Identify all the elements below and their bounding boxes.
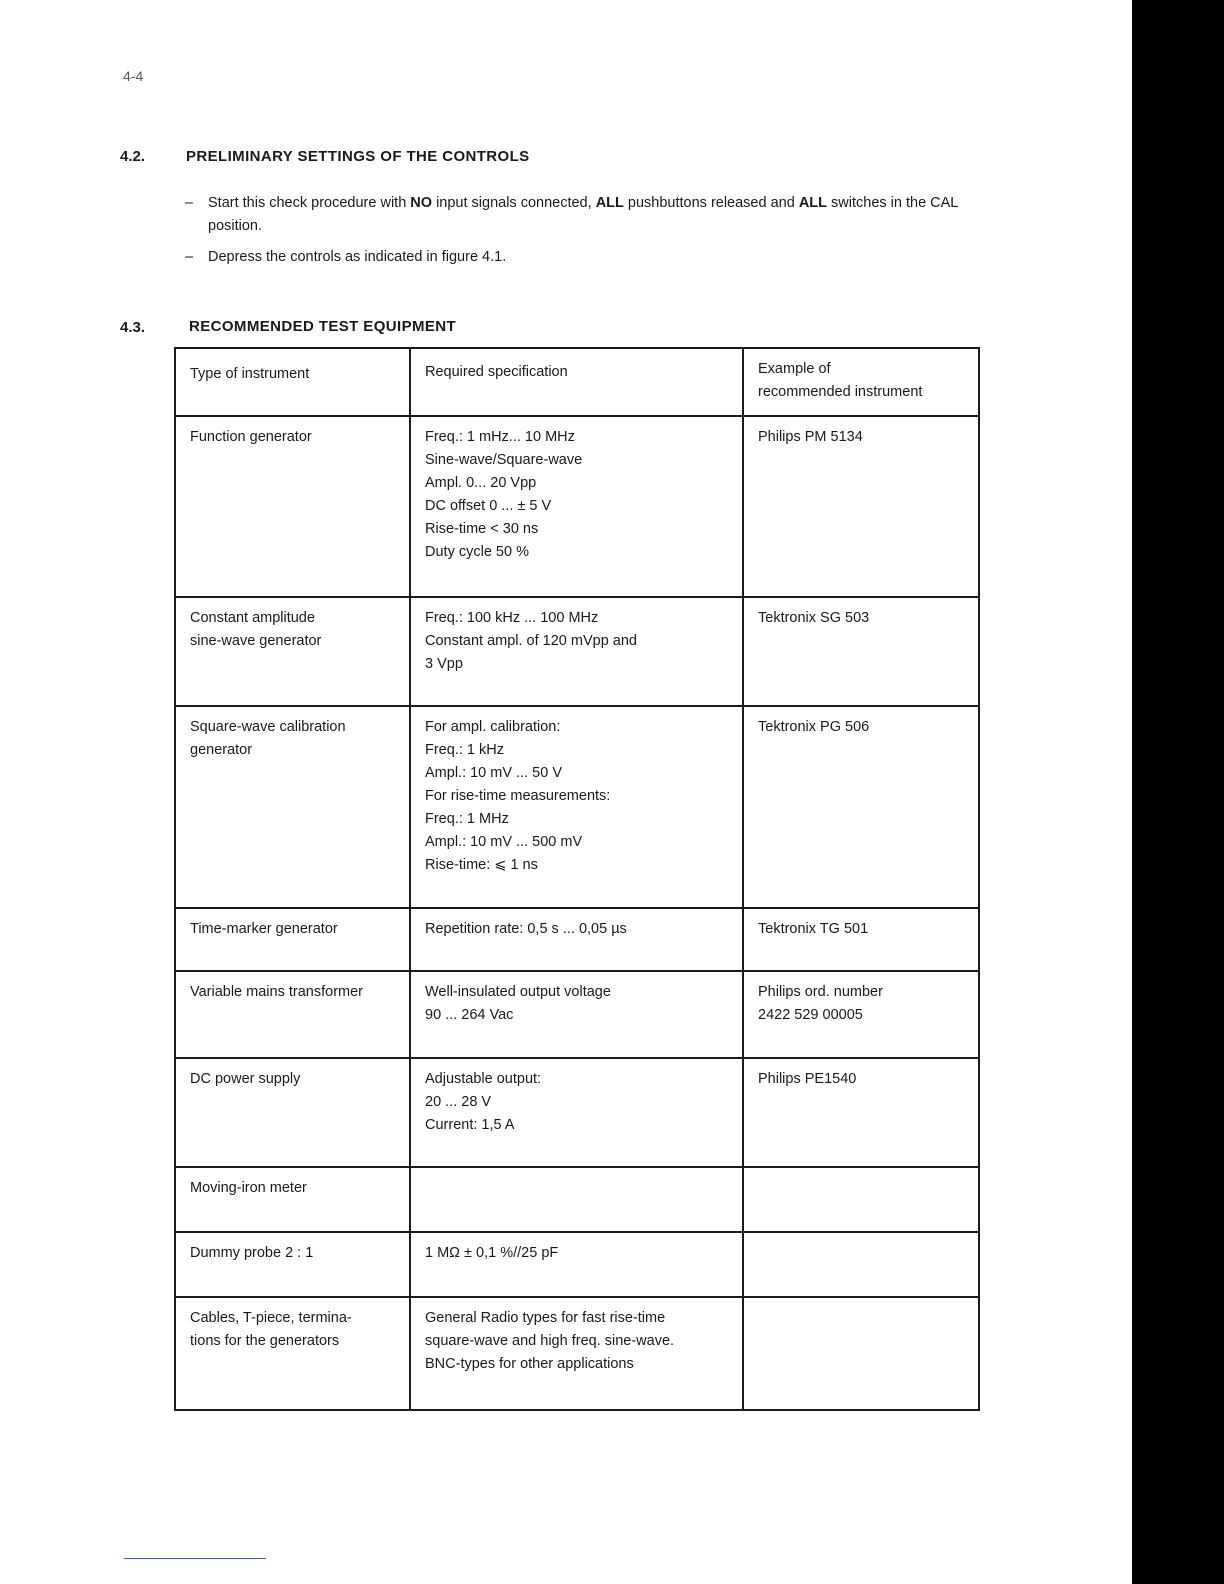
- header-example: [743, 348, 979, 416]
- cell-instrument-type-text: [190, 426, 395, 449]
- cell-example-instrument: [743, 1058, 979, 1167]
- table-header-row: [175, 348, 979, 416]
- header-example-label: [758, 358, 964, 404]
- table-row: [175, 706, 979, 908]
- cell-example-instrument: [743, 908, 979, 971]
- cell-line: Ampl. 0... 20 Vpp: [425, 475, 537, 491]
- cell-line: 1 MΩ ± 0,1 %//25 pF: [425, 1245, 559, 1261]
- scan-edge-strip: [1132, 0, 1224, 1584]
- section-number-4-2: 4.2.: [120, 148, 146, 165]
- cell-line: Time-marker generator: [190, 921, 338, 937]
- table-row: [175, 597, 979, 706]
- section-number-4-3: 4.3.: [120, 319, 146, 336]
- cell-example-instrument: [743, 1232, 979, 1297]
- cell-instrument-type: [175, 1167, 410, 1232]
- cell-line: Cables, T-piece, termina-: [190, 1310, 352, 1326]
- cell-instrument-type: [175, 1058, 410, 1167]
- cell-line: Dummy probe 2 : 1: [190, 1245, 314, 1261]
- cell-example-instrument: [743, 597, 979, 706]
- cell-line: Constant ampl. of 120 mVpp and: [425, 633, 637, 649]
- cell-line: Tektronix SG 503: [758, 610, 870, 626]
- cell-line: 90 ... 264 Vac: [425, 1007, 514, 1023]
- cell-line: Sine-wave/Square-wave: [425, 452, 583, 468]
- cell-line: Repetition rate: 0,5 s ... 0,05 µs: [425, 921, 627, 937]
- header-spec-label: Required specification: [425, 364, 568, 380]
- instruction-text: switches in the CAL position.: [208, 195, 958, 234]
- cell-line: Current: 1,5 A: [425, 1117, 515, 1133]
- cell-specification-text: [425, 716, 728, 877]
- cell-example-instrument: [743, 1297, 979, 1410]
- page-number: 4-4: [123, 68, 144, 84]
- cell-line: Freq.: 1 kHz: [425, 742, 504, 758]
- cell-line: Duty cycle 50 %: [425, 544, 529, 560]
- cell-specification: [410, 971, 743, 1058]
- cell-line: sine-wave generator: [190, 633, 322, 649]
- instruction-text: input signals connected,: [432, 195, 596, 211]
- cell-instrument-type: [175, 1232, 410, 1297]
- cell-instrument-type-text: [190, 1068, 395, 1091]
- test-equipment-table: [174, 347, 980, 1411]
- cell-line: Moving-iron meter: [190, 1180, 307, 1196]
- cell-specification-text: [425, 981, 728, 1027]
- cell-instrument-type: [175, 971, 410, 1058]
- emphasis-all: ALL: [595, 195, 624, 211]
- header-type: [175, 348, 410, 416]
- cell-line: BNC-types for other applications: [425, 1356, 634, 1372]
- cell-line: generator: [190, 742, 253, 758]
- table-row: [175, 971, 979, 1058]
- table-row: [175, 1297, 979, 1410]
- cell-specification-text: [425, 1068, 728, 1137]
- cell-example-instrument: [743, 416, 979, 597]
- instruction-text: Start this check procedure with: [208, 195, 411, 211]
- section-title-test-equipment: RECOMMENDED TEST EQUIPMENT: [189, 318, 457, 335]
- cell-line: Variable mains transformer: [190, 984, 363, 1000]
- cell-line: Philips PE1540: [758, 1071, 857, 1087]
- table-row: [175, 1232, 979, 1297]
- cell-specification: [410, 1058, 743, 1167]
- cell-line: DC power supply: [190, 1071, 301, 1087]
- cell-line: Function generator: [190, 429, 312, 445]
- dash-marker: –: [185, 249, 194, 265]
- header-type-label: Type of instrument: [190, 366, 310, 382]
- instruction-text: Depress the controls as indicated in figure 4.1.: [208, 249, 507, 265]
- cell-line: Square-wave calibration: [190, 719, 346, 735]
- cell-instrument-type-text: [190, 981, 395, 1004]
- header-example-line: Example of: [758, 361, 831, 377]
- cell-instrument-type: [175, 908, 410, 971]
- cell-instrument-type-text: [190, 918, 395, 941]
- emphasis-all: ALL: [798, 195, 827, 211]
- header-example-line: recommended instrument: [758, 384, 923, 400]
- cell-specification-text: [425, 1242, 728, 1265]
- cell-example-instrument-text: [758, 981, 964, 1027]
- header-spec: [410, 348, 743, 416]
- cell-instrument-type-text: [190, 1242, 395, 1265]
- cell-instrument-type-text: [190, 607, 395, 653]
- cell-instrument-type: [175, 1297, 410, 1410]
- cell-line: For ampl. calibration:: [425, 719, 561, 735]
- cell-line: Constant amplitude: [190, 610, 315, 626]
- cell-example-instrument: [743, 971, 979, 1058]
- table-row: [175, 416, 979, 597]
- cell-specification: [410, 908, 743, 971]
- instruction-item: [185, 192, 1005, 238]
- cell-specification: [410, 1297, 743, 1410]
- cell-specification-text: [425, 1307, 728, 1376]
- cell-line: Ampl.: 10 mV ... 50 V: [425, 765, 562, 781]
- cell-specification: [410, 1232, 743, 1297]
- cell-specification: [410, 597, 743, 706]
- cell-instrument-type-text: [190, 716, 395, 762]
- instruction-item: [185, 246, 1005, 269]
- footnote-rule: [124, 1558, 266, 1559]
- cell-example-instrument-text: [758, 607, 964, 630]
- cell-line: Tektronix TG 501: [758, 921, 869, 937]
- emphasis-no: NO: [410, 195, 433, 211]
- cell-line: Adjustable output:: [425, 1071, 542, 1087]
- cell-line: tions for the generators: [190, 1333, 340, 1349]
- instruction-list: [185, 192, 1005, 277]
- cell-line: Freq.: 1 MHz: [425, 811, 509, 827]
- cell-line: Philips PM 5134: [758, 429, 863, 445]
- cell-line: Freq.: 100 kHz ... 100 MHz: [425, 610, 599, 626]
- cell-line: Ampl.: 10 mV ... 500 mV: [425, 834, 583, 850]
- instruction-text: pushbuttons released and: [623, 195, 799, 211]
- cell-line: Tektronix PG 506: [758, 719, 870, 735]
- cell-instrument-type: [175, 706, 410, 908]
- cell-line: General Radio types for fast rise-time: [425, 1310, 666, 1326]
- cell-instrument-type-text: [190, 1177, 395, 1200]
- cell-line: Well-insulated output voltage: [425, 984, 611, 1000]
- table-body: [175, 416, 979, 1410]
- cell-line: 2422 529 00005: [758, 1007, 863, 1023]
- cell-example-instrument-text: [758, 1068, 964, 1091]
- dash-marker: –: [185, 195, 194, 211]
- cell-example-instrument-text: [758, 426, 964, 449]
- cell-instrument-type: [175, 416, 410, 597]
- cell-specification-text: [425, 918, 728, 941]
- cell-instrument-type: [175, 597, 410, 706]
- cell-line: Freq.: 1 mHz... 10 MHz: [425, 429, 575, 445]
- cell-specification-text: [425, 607, 728, 676]
- cell-line: DC offset 0 ... ± 5 V: [425, 498, 552, 514]
- cell-example-instrument: [743, 706, 979, 908]
- cell-line: Rise-time < 30 ns: [425, 521, 539, 537]
- cell-example-instrument-text: [758, 918, 964, 941]
- table-row: [175, 1058, 979, 1167]
- cell-example-instrument-text: [758, 716, 964, 739]
- cell-line: For rise-time measurements:: [425, 788, 611, 804]
- table-row: [175, 908, 979, 971]
- table-row: [175, 1167, 979, 1232]
- cell-specification: [410, 1167, 743, 1232]
- cell-specification: [410, 416, 743, 597]
- cell-instrument-type-text: [190, 1307, 395, 1353]
- cell-specification: [410, 706, 743, 908]
- cell-line: Philips ord. number: [758, 984, 883, 1000]
- cell-line: 20 ... 28 V: [425, 1094, 492, 1110]
- section-title-preliminary-settings: PRELIMINARY SETTINGS OF THE CONTROLS: [186, 148, 530, 165]
- cell-example-instrument: [743, 1167, 979, 1232]
- cell-specification-text: [425, 426, 728, 564]
- cell-line: square-wave and high freq. sine-wave.: [425, 1333, 675, 1349]
- cell-line: Rise-time: ⩽ 1 ns: [425, 857, 538, 873]
- cell-line: 3 Vpp: [425, 656, 463, 672]
